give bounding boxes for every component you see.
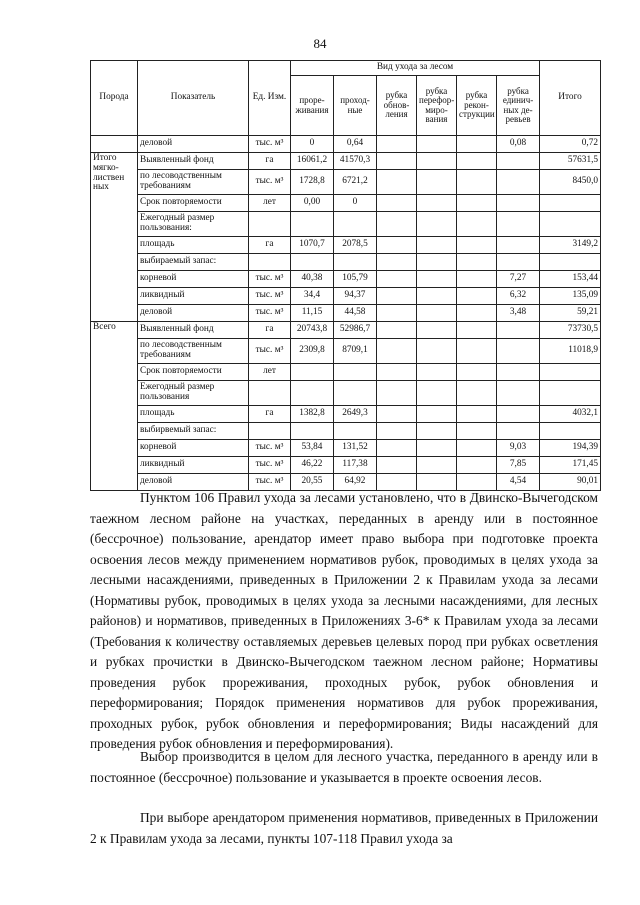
group-label [91,136,138,153]
total-cell: 3149,2 [540,237,601,254]
total-cell: 11018,9 [540,339,601,364]
total-cell [540,212,601,237]
value-cell: 117,38 [334,457,377,474]
value-cell [334,364,377,381]
indicator-cell: корневой [138,440,249,457]
value-cell [377,381,417,406]
total-cell: 59,21 [540,305,601,322]
value-cell [334,254,377,271]
indicator-cell: площадь [138,406,249,423]
unit-cell: тыс. м³ [249,474,291,491]
value-cell: 94,37 [334,288,377,305]
value-cell [377,440,417,457]
header-col-reconstruction: рубка рекон-струкции [457,76,497,136]
value-cell [377,153,417,170]
header-indicator: Показатель [138,61,249,136]
value-cell: 64,92 [334,474,377,491]
value-cell [497,364,540,381]
value-cell [417,212,457,237]
table-row [91,381,601,406]
value-cell: 0 [291,136,334,153]
value-cell: 6,32 [497,288,540,305]
header-col-renewal: рубка обнов-ления [377,76,417,136]
unit-cell [249,212,291,237]
header-col-passage: проход-ные [334,76,377,136]
value-cell: 105,79 [334,271,377,288]
header-care-type: Вид ухода за лесом [291,61,540,76]
value-cell [417,153,457,170]
value-cell [417,136,457,153]
unit-cell: тыс. м³ [249,305,291,322]
indicator-cell: ликвидный [138,457,249,474]
value-cell [457,440,497,457]
indicator-cell: деловой [138,136,249,153]
forest-care-table [90,60,601,491]
value-cell [457,288,497,305]
value-cell [417,237,457,254]
value-cell [457,457,497,474]
value-cell [417,322,457,339]
value-cell [377,364,417,381]
value-cell: 7,85 [497,457,540,474]
value-cell: 20743,8 [291,322,334,339]
total-cell: 73730,5 [540,322,601,339]
indicator-cell: выбираемый запас: [138,254,249,271]
unit-cell: тыс. м³ [249,440,291,457]
page-number: 84 [313,36,327,51]
value-cell [377,170,417,195]
value-cell: 44,58 [334,305,377,322]
total-cell: 57631,5 [540,153,601,170]
total-cell: 8450,0 [540,170,601,195]
group-label: Всего [91,322,138,491]
value-cell: 131,52 [334,440,377,457]
unit-cell: га [249,406,291,423]
value-cell [377,457,417,474]
indicator-cell: по лесоводственным требованиям [138,170,249,195]
indicator-cell: Выявленный фонд [138,153,249,170]
value-cell [334,423,377,440]
unit-cell [249,381,291,406]
value-cell [377,254,417,271]
indicator-cell: Срок повторяемости [138,195,249,212]
value-cell [377,305,417,322]
value-cell [377,288,417,305]
value-cell: 6721,2 [334,170,377,195]
value-cell [377,322,417,339]
value-cell [497,254,540,271]
header-col-thinning: проре-живания [291,76,334,136]
table-row [91,136,601,153]
value-cell [417,339,457,364]
value-cell [377,406,417,423]
value-cell [417,440,457,457]
table-row [91,288,601,305]
header-total: Итого [540,61,601,136]
table-row [91,305,601,322]
value-cell: 11,15 [291,305,334,322]
value-cell: 8709,1 [334,339,377,364]
value-cell: 2078,5 [334,237,377,254]
indicator-cell: Ежегодный размер пользования [138,381,249,406]
unit-cell: га [249,237,291,254]
total-cell: 194,39 [540,440,601,457]
value-cell: 52986,7 [334,322,377,339]
table-row [91,212,601,237]
total-cell [540,254,601,271]
value-cell [497,381,540,406]
value-cell [377,237,417,254]
value-cell: 20,55 [291,474,334,491]
value-cell [497,423,540,440]
value-cell [417,271,457,288]
value-cell: 0,08 [497,136,540,153]
value-cell [334,381,377,406]
table-row [91,440,601,457]
table-row [91,406,601,423]
total-cell: 4032,1 [540,406,601,423]
paragraph-2: Выбор производится в целом для лесного участка, переданного в аренду или в постоянное (бессрочное) пользование и указывается в проекте освоения лесов. [90,749,598,785]
value-cell: 40,38 [291,271,334,288]
indicator-cell: ликвидный [138,288,249,305]
value-cell: 16061,2 [291,153,334,170]
value-cell: 46,22 [291,457,334,474]
unit-cell: тыс. м³ [249,136,291,153]
unit-cell: тыс. м³ [249,288,291,305]
value-cell [417,457,457,474]
indicator-cell: деловой [138,474,249,491]
value-cell: 1382,8 [291,406,334,423]
value-cell [457,136,497,153]
value-cell [377,271,417,288]
value-cell: 41570,3 [334,153,377,170]
value-cell: 9,03 [497,440,540,457]
unit-cell: тыс. м³ [249,339,291,364]
value-cell [417,288,457,305]
value-cell [497,322,540,339]
value-cell [457,195,497,212]
value-cell [417,381,457,406]
value-cell [457,364,497,381]
table-row [91,322,601,339]
value-cell: 0,64 [334,136,377,153]
unit-cell: га [249,153,291,170]
value-cell: 1070,7 [291,237,334,254]
value-cell [417,195,457,212]
value-cell [291,423,334,440]
indicator-cell: корневой [138,271,249,288]
value-cell [291,364,334,381]
total-cell [540,195,601,212]
indicator-cell: выбирвемый запас: [138,423,249,440]
value-cell: 1728,8 [291,170,334,195]
paragraph-3: При выборе арендатором применения нормативов, приведенных в Приложении 2 к Правилам ухода за лесами, пункты 107-118 Правил ухода за [90,810,598,846]
total-cell: 90,01 [540,474,601,491]
header-col-reformation: рубка перефор-миро-вания [417,76,457,136]
value-cell: 7,27 [497,271,540,288]
indicator-cell: площадь [138,237,249,254]
table-row [91,237,601,254]
value-cell: 0,00 [291,195,334,212]
value-cell [417,170,457,195]
indicator-cell: Ежегодный размер пользования: [138,212,249,237]
group-label: Итого мягко-листвен ных [91,153,138,322]
value-cell [377,195,417,212]
value-cell: 4,54 [497,474,540,491]
unit-cell [249,254,291,271]
value-cell [457,381,497,406]
value-cell [457,271,497,288]
table-row [91,423,601,440]
total-cell: 0,72 [540,136,601,153]
value-cell [377,423,417,440]
value-cell: 34,4 [291,288,334,305]
value-cell [497,212,540,237]
header-unit: Ед. Изм. [249,61,291,136]
indicator-cell: Срок повторяемости [138,364,249,381]
value-cell: 0 [334,195,377,212]
unit-cell: лет [249,364,291,381]
value-cell [417,254,457,271]
total-cell [540,364,601,381]
value-cell: 2649,3 [334,406,377,423]
value-cell [417,423,457,440]
value-cell [291,212,334,237]
value-cell [497,237,540,254]
unit-cell: тыс. м³ [249,271,291,288]
value-cell [457,254,497,271]
value-cell: 3,48 [497,305,540,322]
unit-cell: га [249,322,291,339]
value-cell [457,153,497,170]
total-cell: 153,44 [540,271,601,288]
value-cell [417,406,457,423]
table-row [91,195,601,212]
value-cell [457,237,497,254]
value-cell [497,339,540,364]
value-cell [291,381,334,406]
header-col-single-trees: рубка единич-ных де-ревьев [497,76,540,136]
unit-cell: лет [249,195,291,212]
total-cell: 135,09 [540,288,601,305]
value-cell [497,170,540,195]
indicator-cell: Выявленный фонд [138,322,249,339]
value-cell [457,322,497,339]
value-cell [377,339,417,364]
header-breed: Порода [91,61,138,136]
table-body [91,136,601,491]
table-row [91,254,601,271]
unit-cell [249,423,291,440]
value-cell [377,212,417,237]
value-cell [334,212,377,237]
value-cell [417,364,457,381]
table-row [91,339,601,364]
value-cell: 53,84 [291,440,334,457]
table-row [91,457,601,474]
paragraph-1: Пунктом 106 Правил ухода за лесами установлено, что в Двинско-Вычегодском таежном лесном районе на участках, переданных в аренду или в постоянное (бессрочное) пользование, арендатор имеет право выбора при подготовке проекта освоения лесов между применением нормативов рубок, проводимых в целях ухода за лесными насаждениями, приведенных в Приложении 2 к Правилам ухода за лесами (Нормативы рубок, проводимых в целях ухода за лесными насаждениями, для лесных районов) и нормативов, приведенных в Приложениях 3-6* к Правилам ухода за лесами (Требования к количеству оставляемых деревьев целевых пород при рубках осветления и рубках прочистки в Двинско-Вычегодском таежном лесном районе; Нормативы проведения рубок прореживания, проходных рубок, рубок обновления и переформирования; Порядок применения нормативов для рубок прореживания, проходных рубок, рубок обновления и переформирования; Виды насаждений для проведения рубок обновления и переформирования). [90,490,598,751]
value-cell [457,423,497,440]
value-cell [457,212,497,237]
value-cell [497,153,540,170]
value-cell: 2309,8 [291,339,334,364]
value-cell [291,254,334,271]
total-cell [540,381,601,406]
total-cell: 171,45 [540,457,601,474]
value-cell [457,406,497,423]
unit-cell: тыс. м³ [249,457,291,474]
value-cell [417,305,457,322]
indicator-cell: по лесоводственным требованиям [138,339,249,364]
table-row [91,364,601,381]
table-row [91,170,601,195]
unit-cell: тыс. м³ [249,170,291,195]
table-row [91,153,601,170]
value-cell [457,339,497,364]
value-cell [457,305,497,322]
value-cell [377,136,417,153]
value-cell [497,195,540,212]
value-cell [457,170,497,195]
indicator-cell: деловой [138,305,249,322]
value-cell [497,406,540,423]
table-row [91,271,601,288]
total-cell [540,423,601,440]
